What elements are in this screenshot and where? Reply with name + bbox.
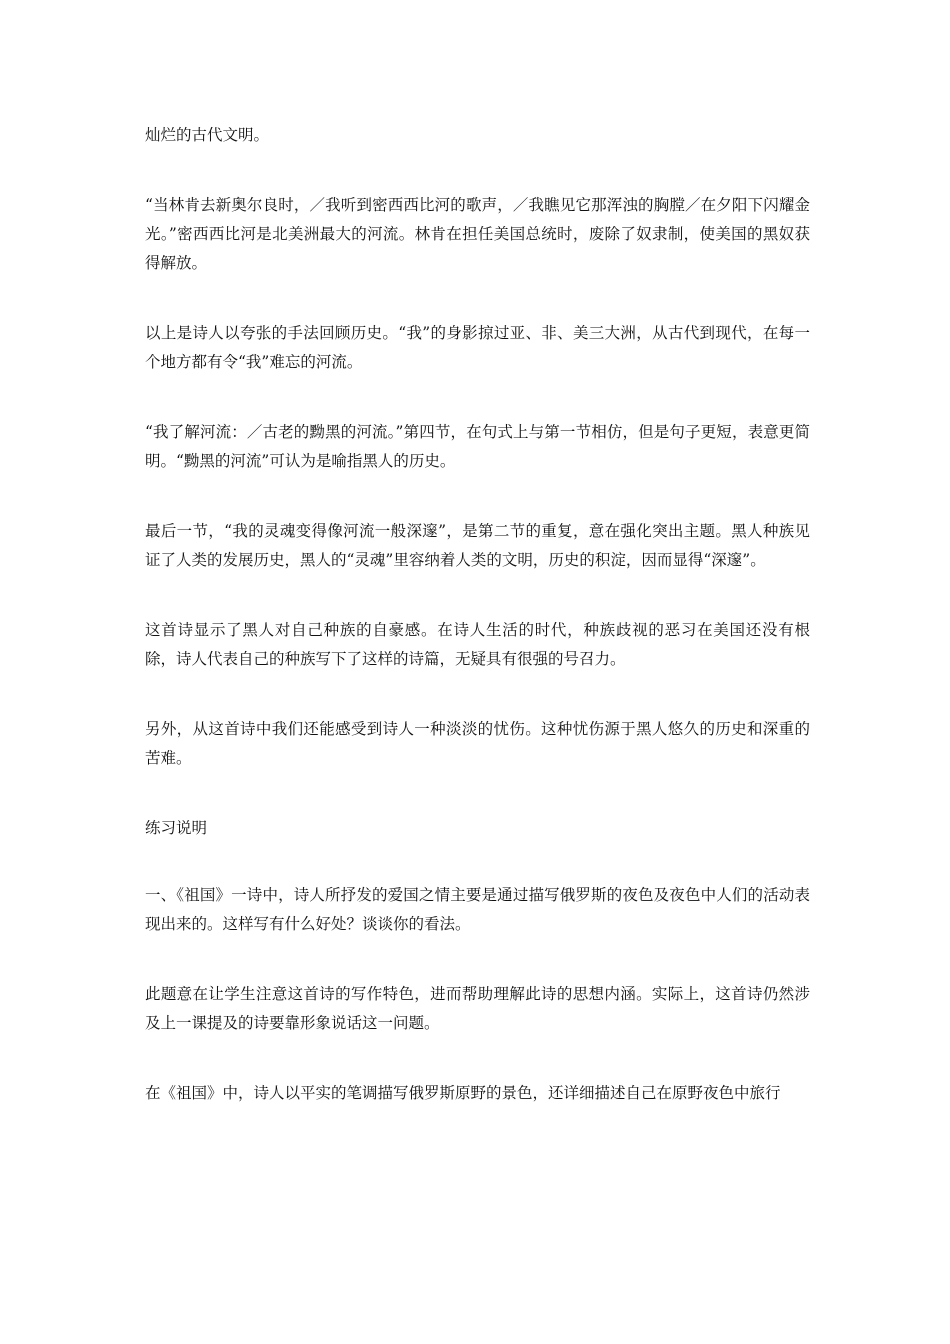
paragraph-fourth-stanza: “我了解河流：／古老的黝黑的河流。”第四节，在句式上与第一节相仿，但是句子更短，表意更简明。“黝黑的河流”可认为是喻指黑人的历史。 xyxy=(145,423,810,470)
section-heading-exercises: 练习说明 xyxy=(145,819,208,837)
paragraph-racial-pride: 这首诗显示了黑人对自己种族的自豪感。在诗人生活的时代，种族歧视的恶习在美国还没有根除，诗人代表自己的种族写下了这样的诗篇，无疑具有很强的号召力。 xyxy=(145,621,810,668)
paragraph-exercise-one: 一、《祖国》一诗中，诗人所抒发的爱国之情主要是通过描写俄罗斯的夜色及夜色中人们的活动表现出来的。这样写有什么好处？谈谈你的看法。 xyxy=(145,886,810,933)
paragraph-last-stanza: 最后一节，“我的灵魂变得像河流一般深邃”，是第二节的重复，意在强化突出主题。黑人种族见证了人类的发展历史，黑人的“灵魂”里容纳着人类的文明，历史的积淀，因而显得“深邃”。 xyxy=(145,522,810,569)
paragraph-lincoln-mississippi: “当林肯去新奥尔良时，／我听到密西西比河的歌声，／我瞧见它那浑浊的胸膛／在夕阳下闪耀金光。”密西西比河是北美洲最大的河流。林肯在担任美国总统时，废除了奴隶制，使美国的黑奴获得解放。 xyxy=(145,196,810,272)
paragraph-ancient-civilization: 灿烂的古代文明。 xyxy=(145,126,270,144)
paragraph-history-review: 以上是诗人以夸张的手法回顾历史。“我”的身影掠过亚、非、美三大洲，从古代到现代，在每一个地方都有令“我”难忘的河流。 xyxy=(145,324,810,371)
paragraph-motherland-description: 在《祖国》中，诗人以平实的笔调描写俄罗斯原野的景色，还详细描述自己在原野夜色中旅行 xyxy=(145,1084,781,1102)
paragraph-exercise-one-intent: 此题意在让学生注意这首诗的写作特色，进而帮助理解此诗的思想内涵。实际上，这首诗仍然涉及上一课提及的诗要靠形象说话这一问题。 xyxy=(145,985,810,1032)
paragraph-sorrow: 另外，从这首诗中我们还能感受到诗人一种淡淡的忧伤。这种忧伤源于黑人悠久的历史和深重的苦难。 xyxy=(145,720,810,767)
document-body xyxy=(145,121,810,1149)
